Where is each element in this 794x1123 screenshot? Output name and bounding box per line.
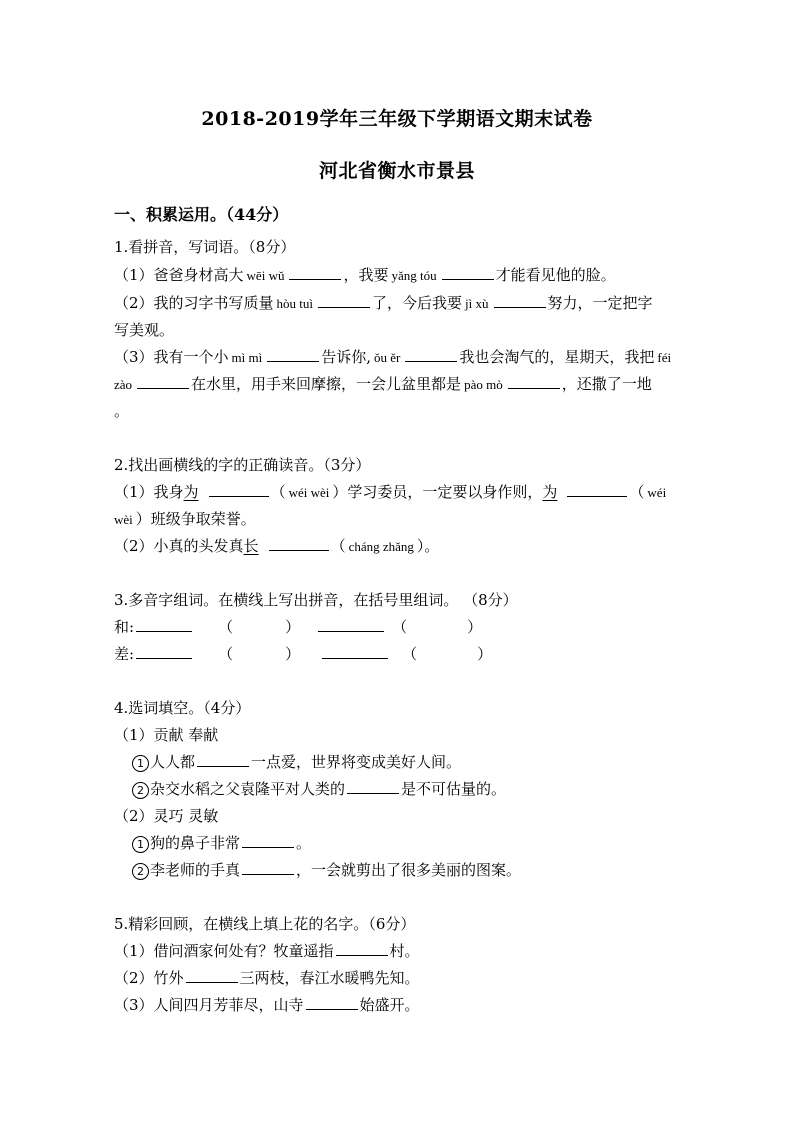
q4-item-text-b: 是不可估量的。 [401, 780, 507, 798]
q2-title: 2.找出画横线的字的正确读音。（3分） [114, 456, 371, 474]
q4-item-text-a: 李老师的手真 [150, 861, 241, 879]
paren-open: （ [402, 645, 418, 663]
answer-blank[interactable] [289, 265, 341, 280]
q4-item-text-a: 人人都 [150, 753, 196, 771]
q4-g1-item-1 [132, 751, 722, 773]
underlined-char: 为 [183, 483, 199, 501]
q5-text-b: 三两枝，春江水暖鸭先知。 [239, 969, 420, 987]
paren-open: （ [218, 618, 234, 636]
q4-g2-item-1 [132, 832, 722, 854]
answer-blank[interactable] [405, 347, 457, 362]
answer-blank[interactable] [318, 293, 370, 308]
q2-line-2 [114, 508, 704, 531]
answer-blank[interactable] [442, 265, 494, 280]
circled-number: 2 [132, 782, 149, 799]
q2-line-1 [114, 481, 704, 504]
q3-row-label: 差: [114, 645, 135, 663]
q1-l1-text-c: 才能看见他的脸。 [495, 266, 616, 284]
q1-pinyin: mì mì [231, 350, 263, 365]
q1-l1-text-a: （1）爸爸身材高大 [114, 266, 244, 284]
q1-pinyin: hòu tuì [276, 296, 314, 311]
answer-blank[interactable] [197, 752, 249, 767]
q1-l5-text-a: 在水里，用手来回摩擦，一会儿盆里都是 [191, 375, 462, 393]
q2-l1-text-b: （ [270, 483, 286, 501]
q1-pinyin: wēi wǔ [246, 268, 285, 283]
q2-pinyin: wèi [114, 512, 133, 527]
answer-blank[interactable] [186, 968, 238, 983]
answer-blank[interactable] [269, 536, 329, 551]
q1-pinyin: ǒu ěr [374, 350, 401, 365]
q1-l5-text-b: ，还撒了一地 [561, 375, 652, 393]
q1-line-4 [114, 346, 704, 369]
paren-close: ） [285, 618, 301, 636]
exam-title: 2018-2019学年三年级下学期语文期末试卷 [201, 108, 593, 130]
q5-text-b: 始盛开。 [359, 996, 420, 1014]
q1-line-2 [114, 292, 704, 315]
answer-blank[interactable] [137, 374, 189, 389]
paren-close: ） [477, 645, 493, 663]
q4-item-text-b: 一点爱，世界将变成美好人间。 [251, 753, 462, 771]
q1-l4-text-c: 我也会淘气的，星期天，我把 [459, 348, 655, 366]
q5-text-a: （2）竹外 [114, 969, 184, 987]
q1-l2-text-c: 努力，一定把字 [547, 294, 653, 312]
q4-title: 4.选词填空。（4分） [114, 699, 251, 717]
q2-l1-text-a: （1）我身 [114, 483, 184, 501]
q1-line-6: 。 [114, 402, 130, 420]
q2-l3-text-a: （2）小真的头发真 [114, 537, 244, 555]
paren-open: （ [392, 618, 408, 636]
q5-line-3 [114, 994, 704, 1016]
answer-blank[interactable] [336, 941, 388, 956]
q5-title: 5.精彩回顾，在横线上填上花的名字。（6分） [114, 915, 416, 933]
q1-line-1 [114, 264, 704, 287]
q4-item-text-b: ，一会就剪出了很多美丽的图案。 [296, 861, 522, 879]
answer-blank[interactable] [267, 347, 319, 362]
q2-l1-text-d: （ [629, 483, 645, 501]
q4-item-text-b: 。 [296, 834, 312, 852]
q2-line-3 [114, 535, 704, 558]
paren-close: ） [467, 618, 483, 636]
answer-blank[interactable] [494, 293, 546, 308]
section-heading: 一、积累运用。（44分） [114, 205, 289, 224]
q4-item-text-a: 狗的鼻子非常 [150, 834, 241, 852]
q5-line-1 [114, 940, 704, 962]
q2-l3-text-b: （ [330, 537, 346, 555]
q3-row-2 [114, 643, 704, 665]
answer-blank[interactable] [209, 482, 269, 497]
q2-pinyin: cháng zhǎng [348, 539, 414, 554]
q2-pinyin: wéi wèi [288, 485, 330, 500]
underlined-char: 长 [243, 537, 259, 555]
exam-subtitle: 河北省衡水市景县 [318, 160, 475, 182]
answer-blank[interactable] [318, 617, 384, 632]
q1-l1-text-b: ，我要 [343, 266, 389, 284]
answer-blank[interactable] [136, 617, 192, 632]
circled-number: 1 [132, 836, 149, 853]
q3-title: 3.多音字组词。在横线上写出拼音，在括号里组词。 （8分） [114, 591, 518, 609]
circled-number: 1 [132, 755, 149, 772]
q1-pinyin: yǎng tóu [391, 268, 437, 283]
q4-item-text-a: 杂交水稻之父袁隆平对人类的 [150, 780, 346, 798]
q1-pinyin: féi [657, 350, 672, 365]
q5-text-b: 村。 [389, 942, 420, 960]
answer-blank[interactable] [347, 779, 399, 794]
q2-l3-text-c: ）。 [416, 537, 440, 555]
q1-l4-text-a: （3）我有一个小 [114, 348, 229, 366]
q2-l1-text-c: ）学习委员，一定要以身作则， [332, 483, 543, 501]
paren-open: （ [218, 645, 234, 663]
q1-line-5 [114, 373, 704, 396]
q5-text-a: （1）借问酒家何处有？牧童遥指 [114, 942, 334, 960]
answer-blank[interactable] [136, 644, 192, 659]
answer-blank[interactable] [508, 374, 560, 389]
answer-blank[interactable] [242, 833, 294, 848]
q4-g2-item-2 [132, 859, 722, 881]
q1-l4-text-b: 告诉你, [321, 348, 372, 366]
q1-pinyin: jì xù [465, 296, 489, 311]
answer-blank[interactable] [242, 860, 294, 875]
paren-close: ） [285, 645, 301, 663]
q1-pinyin: pào mò [464, 377, 503, 392]
q4-g1-item-2 [132, 778, 722, 800]
q3-row-label: 和: [114, 618, 135, 636]
q1-pinyin: zào [114, 377, 133, 392]
q2-l2-text-a: ）班级争取荣誉。 [135, 510, 256, 528]
q5-text-a: （3）人间四月芳菲尽，山寺 [114, 996, 304, 1014]
q3-row-1 [114, 616, 704, 638]
answer-blank[interactable] [306, 995, 358, 1010]
q1-l2-text-b: 了，今后我要 [372, 294, 463, 312]
answer-blank[interactable] [322, 644, 388, 659]
q5-line-2 [114, 967, 704, 989]
answer-blank[interactable] [567, 482, 627, 497]
q1-l2-text-a: （2）我的习字书写质量 [114, 294, 274, 312]
q1-title: 1.看拼音，写词语。（8分） [114, 238, 296, 256]
q4-group-2: （2）灵巧 灵敏 [114, 807, 219, 825]
q2-pinyin: wéi [647, 485, 667, 500]
circled-number: 2 [132, 863, 149, 880]
underlined-char: 为 [542, 483, 558, 501]
q4-group-1: （1）贡献 奉献 [114, 726, 219, 744]
q1-line-3: 写美观。 [114, 321, 175, 339]
